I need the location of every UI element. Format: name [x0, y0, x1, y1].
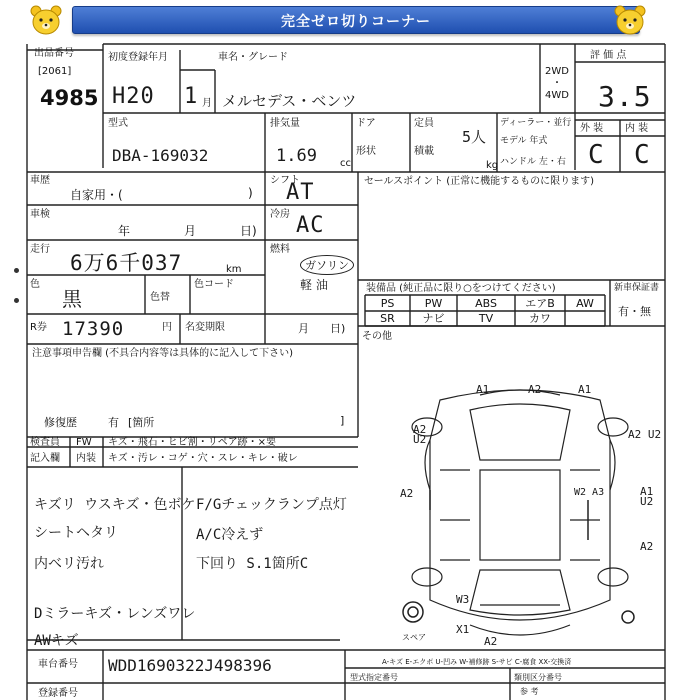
shift-value: AT — [286, 180, 315, 205]
yen-unit: 円 — [162, 322, 172, 333]
fw-items: キズ・飛石・ヒビ割・リペア跡・×要 — [108, 437, 276, 448]
name-change-day: 日) — [330, 322, 346, 335]
equip-pw: PW — [424, 297, 443, 310]
interior-label: 内 装 — [625, 123, 649, 134]
equip-kawa: カワ — [529, 312, 551, 325]
other-label: その他 — [362, 331, 392, 342]
warranty-value: 有・無 — [618, 305, 651, 318]
repair-place: [箇所 — [128, 416, 155, 429]
remark-left-3: 内ベリ汚れ — [34, 556, 104, 572]
remark-right-2: A/C冷えず — [196, 527, 264, 543]
diagram-mark: A2 U2 — [628, 428, 662, 441]
cc-unit: cc — [340, 158, 351, 169]
exterior-label: 外 装 — [580, 123, 604, 134]
class-label: 類別区分番号 — [514, 673, 562, 682]
score-value: 3.5 — [598, 80, 652, 113]
history-label: 車歴 — [30, 175, 50, 186]
ac-value: AC — [296, 213, 325, 238]
model-value: DBA-169032 — [112, 146, 209, 165]
shape-label: 形状 — [356, 146, 376, 157]
fuel-label: 燃料 — [270, 244, 290, 255]
repair-label: 修復歴 — [44, 416, 77, 429]
capacity-label: 定員 — [414, 118, 434, 129]
chassis-label: 車台番号 — [38, 659, 78, 670]
model-year-label: モデル 年式 — [500, 136, 548, 146]
mileage-label: 走行 — [30, 244, 50, 255]
wd-separator: ・ — [552, 78, 562, 89]
exterior-grade: C — [588, 140, 605, 170]
handle-label: ハンドル 左・右 — [500, 157, 566, 167]
lot-number: 4985 — [40, 86, 99, 110]
displacement-label: 排気量 — [270, 118, 300, 129]
diagram-mark: A2 — [484, 635, 498, 648]
model-label: 型式 — [108, 118, 128, 129]
km-unit: km — [226, 264, 242, 275]
equip-tv: TV — [478, 312, 494, 325]
score-label: 評 価 点 — [590, 50, 627, 61]
chassis-value: WDD1690322J498396 — [108, 656, 272, 675]
equip-airbag: エアB — [525, 297, 555, 310]
shaken-year-unit: 年 — [118, 224, 131, 238]
diagram-mark: A2 U2 — [413, 423, 427, 446]
diagram-mark: X1 — [456, 623, 470, 636]
repair-close: ] — [340, 414, 345, 427]
equip-abs: ABS — [475, 297, 497, 310]
remark-right-1: F/Gチェックランプ点灯 — [196, 497, 347, 513]
remark-left-1: キズリ ウスキズ・色ボケ — [34, 497, 196, 513]
displacement-value: 1.69 — [276, 146, 317, 166]
inspector-label-1: 検査員 — [30, 437, 60, 448]
dealer-label: ディーラー・並行 — [500, 118, 572, 128]
shaken-day-unit: 日) — [240, 224, 257, 238]
remark-left-5: AWキズ — [34, 633, 79, 649]
shift-label: シフト — [270, 175, 300, 186]
designation-label: 型式指定番号 — [350, 673, 398, 682]
banner-title: 完全ゼロ切りコーナー — [281, 14, 431, 30]
notes-label: 注意事項申告欄 (不具合内容等は具体的に記入して下さい) — [32, 348, 293, 359]
repair-value: 有 — [108, 416, 119, 429]
ac-label: 冷房 — [270, 209, 290, 220]
capacity-value: 5人 — [462, 128, 487, 146]
car-name-label: 車名・グレード — [218, 52, 288, 63]
diagram-mark: A1 — [476, 383, 490, 396]
shaken-label: 車検 — [30, 209, 50, 220]
equip-ps: PS — [380, 297, 395, 310]
color-label: 色 — [30, 279, 40, 290]
diagram-mark: A2 — [400, 487, 414, 500]
car-name: メルセデス・ベンツ — [222, 92, 357, 110]
diagram-mark: A1 — [578, 383, 592, 396]
lot-label: 出品番号 — [34, 48, 74, 59]
history-value: 自家用・( — [70, 188, 123, 202]
recycle-label: R券 — [30, 322, 47, 333]
load-label: 積載 — [414, 146, 434, 157]
2wd-label: 2WD — [545, 66, 569, 77]
diagram-mark: W2 A3 — [574, 487, 605, 498]
mileage-value: 6万6千037 — [70, 251, 183, 275]
diagram-legend: A-キズ E-エクボ U-凹み W-補修跡 S-サビ C-腐食 XX-交換済 — [382, 658, 572, 666]
color-value: 黒 — [62, 287, 83, 311]
first-reg-label: 初度登録年月 — [108, 52, 168, 63]
interior-insp-label: 内装 — [76, 453, 96, 464]
interior-items: キズ・汚レ・コゲ・穴・スレ・キレ・破レ — [108, 453, 298, 464]
diagram-mark: A1 U2 — [640, 485, 654, 508]
registration-label: 登録番号 — [38, 688, 78, 699]
color-change-label: 色替 — [150, 292, 170, 303]
equip-aw: AW — [576, 297, 594, 310]
fw-label: FW — [76, 437, 92, 448]
color-code-label: 色コード — [194, 279, 234, 290]
month-suffix: 月 — [202, 98, 212, 109]
reference-label: 参 考 — [520, 687, 539, 696]
recycle-value: 17390 — [62, 318, 125, 340]
diagram-mark: W3 — [456, 593, 470, 606]
remark-left-2: シートヘタリ — [34, 525, 118, 541]
4wd-label: 4WD — [545, 90, 569, 101]
equip-navi: ナビ — [422, 312, 445, 325]
inspector-label-2: 記入欄 — [30, 453, 60, 464]
first-reg-year: H20 — [112, 84, 155, 109]
interior-grade: C — [634, 140, 651, 170]
door-label: ドア — [356, 118, 376, 129]
spare-label: スペア — [402, 633, 426, 642]
first-reg-month: 1 — [184, 84, 199, 109]
remark-right-3: 下回り S.1箇所C — [196, 556, 309, 572]
history-close: ) — [248, 186, 253, 200]
sales-point-label: セールスポイント (正常に機能するものに限ります) — [364, 176, 595, 187]
diagram-mark: A2 — [640, 540, 654, 553]
name-change-month: 月 — [298, 322, 309, 335]
remark-left-4: Dミラーキズ・レンズワレ — [34, 606, 196, 622]
name-change-label: 名変期限 — [185, 322, 225, 333]
kg-unit: kg — [486, 160, 499, 171]
fuel-diesel: 軽 油 — [300, 278, 328, 292]
warranty-label: 新車保証書 — [614, 283, 660, 293]
shaken-month-unit: 月 — [184, 224, 197, 238]
diagram-mark: A2 — [528, 383, 542, 396]
equipment-label: 装備品 (純正品に限り○をつけてください) — [366, 283, 556, 294]
lot-sub: [2061] — [38, 66, 72, 77]
equip-sr: SR — [380, 312, 395, 325]
fuel-gasoline: ガソリン — [300, 255, 354, 275]
